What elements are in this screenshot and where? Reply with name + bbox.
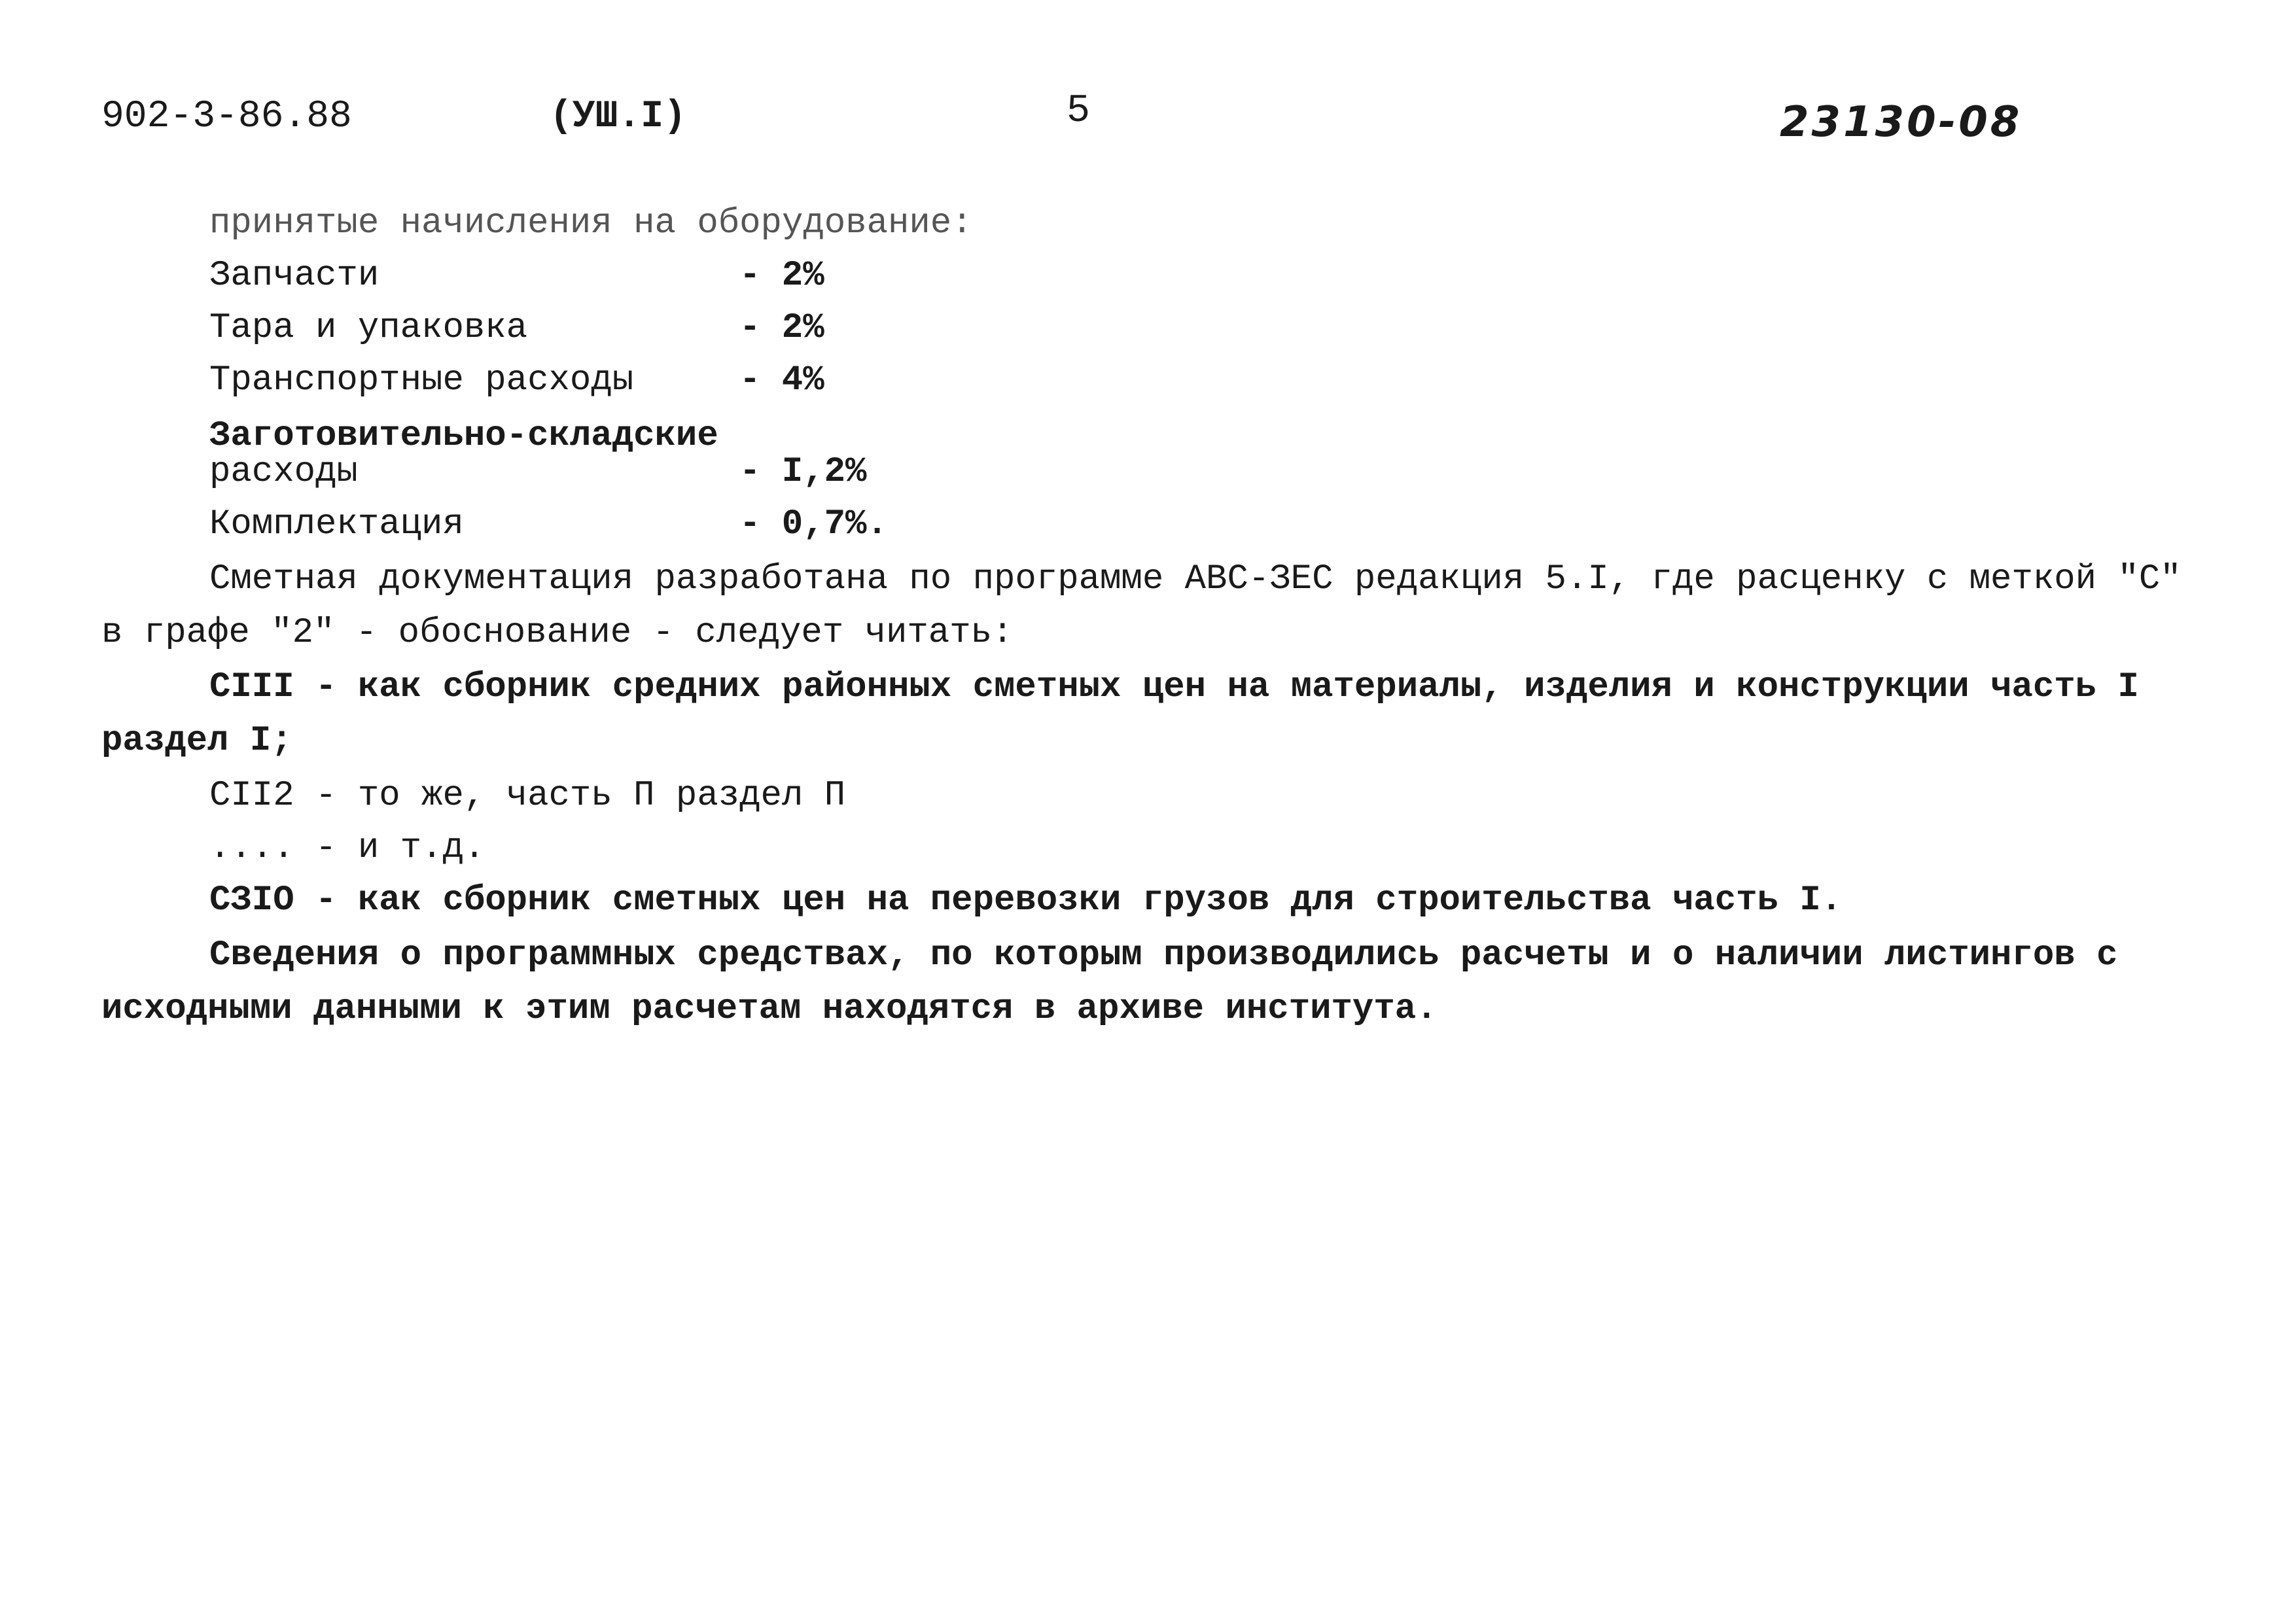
paragraph-c112: СII2 - то же, часть П раздел П bbox=[209, 776, 846, 816]
section-code: (УШ.I) bbox=[550, 96, 686, 138]
charge-label-spare-parts: Запчасти bbox=[209, 256, 380, 296]
charge-value-warehouse: - I,2% bbox=[739, 452, 867, 492]
charge-value-spare-parts: - 2% bbox=[739, 256, 824, 296]
page-number: 5 bbox=[1067, 89, 1091, 133]
charge-label-packaging: Тара и упаковка bbox=[209, 308, 528, 348]
paragraph-c111: СIII - как сборник средних районных сметных цен на материалы, изделия и конструкции часть I раздел I; bbox=[101, 667, 2139, 761]
charge-value-completion: - 0,7%. bbox=[739, 504, 888, 544]
paragraph-c310: СЗIО - как сборник сметных цен на перевозки грузов для строительства часть I. bbox=[209, 881, 1843, 920]
charge-label-warehouse-line2: расходы bbox=[209, 452, 358, 492]
charge-label-completion: Комплектация bbox=[209, 504, 464, 544]
paragraph-estimate-program: Сметная документация разработана по программе АВС-ЗЕС редакция 5.I, где расценку с меткой "С" в графе "2" - обоснование - следует читать: bbox=[101, 559, 2181, 653]
charge-label-warehouse: Заготовительно-складские bbox=[209, 416, 718, 456]
charges-lead: принятые начисления на оборудование: bbox=[209, 203, 973, 243]
charge-label-transport: Транспортные расходы bbox=[209, 360, 634, 400]
archive-number: 23130-08 bbox=[1780, 98, 2022, 147]
paragraph-etc: .... - и т.д. bbox=[209, 828, 486, 868]
charge-value-transport: - 4% bbox=[739, 360, 824, 400]
paragraph-software-info: Сведения о программных средствах, по которым производились расчеты и о наличии листингов с исходными данными к этим расчетам находятся в архиве института. bbox=[101, 935, 2118, 1029]
document-code: 902-3-86.88 bbox=[101, 96, 352, 138]
charge-value-packaging: - 2% bbox=[739, 308, 824, 348]
